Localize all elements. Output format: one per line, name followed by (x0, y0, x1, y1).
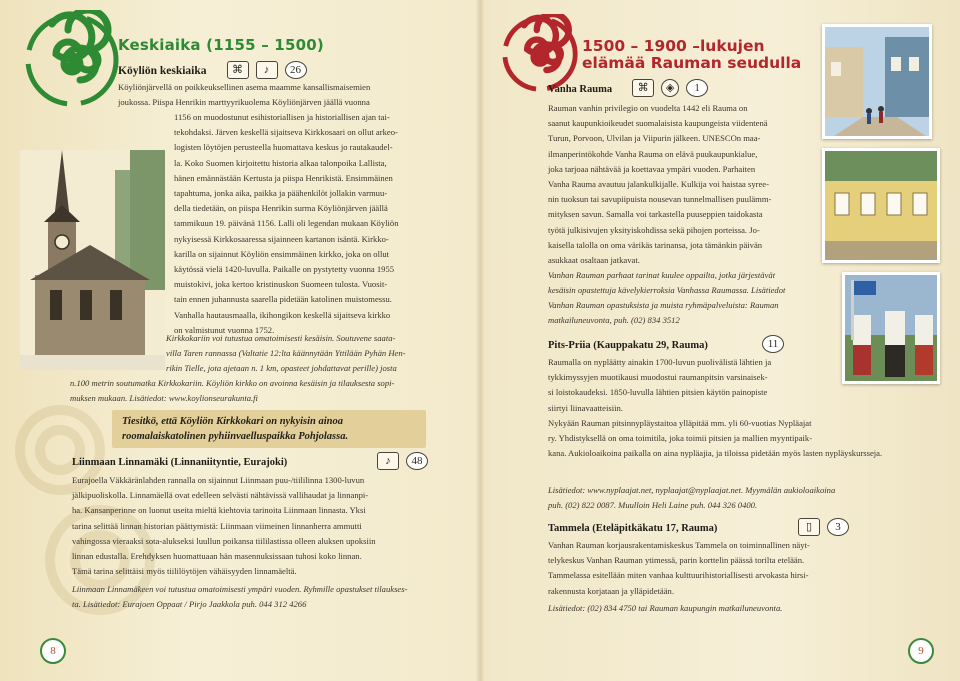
vanha-rauma-line: Turun, Porvoon, Ulvilan ja Viipurin jälkeen. UNESCOn maa- (548, 133, 761, 144)
vanha-rauma-italic-line: Vanhan Rauman parhaat tarinat kuulee oppailta, jotka järjestävät (548, 270, 776, 280)
koylio-italic-block-2 (70, 376, 426, 406)
pitsi-line: ry. Yhdistyksellä on oma toimitila, joka toimii pitsien ja mallien myyntipaik- (548, 433, 813, 444)
koylio-italic-line: muksen mukaan. Lisätiedot: www.koylionseurakunta.fi (70, 393, 258, 403)
koylio-italic-line: rikin Tielle, jota ajetaan n. 1 km, opasteet johdattavat perille) josta (166, 363, 397, 373)
page-number-right: 9 (908, 638, 934, 664)
green-triskelion-icon (22, 10, 122, 110)
vanha-rauma-italic-line: Vanhan Rauman opastuksista ja muista ryhmäpalveluista: Rauman (548, 300, 779, 310)
vanha-rauma-line: mityksen savun. Samalla voi tarkastella puuseppien taidokasta (548, 209, 763, 220)
liinmaa-line: vahingossa vieraaksi sota-alukseksi luullun poikansa tiililastissa olleen aluksen upoksiin (72, 535, 376, 546)
liinmaa-text-block (72, 473, 428, 579)
pitsi-line: Raumalla on nypläätty ainakin 1700-luvun puolivälistä lähtien ja (548, 357, 772, 367)
pitsi-text-block-2 (548, 416, 944, 462)
vanha-rauma-italic-block (548, 268, 818, 328)
door-icon: ▯ (798, 518, 820, 536)
liinmaa-line: linnan edustalla. Erehdyksen huomattuaan hän masennuksissaan tuhosi koko linnan. (72, 551, 362, 562)
koylio-text-block-2 (174, 110, 424, 338)
liinmaa-line: ha. Kansanperinne on luonut useita mieltä kiehtovia tarinoita Liinmaan linnasta. Yksi (72, 505, 366, 516)
section-title-line: 1500 – 1900 –lukujen (582, 37, 765, 55)
koylio-church-photo (20, 150, 165, 370)
music-icon: ♪ (377, 452, 399, 470)
book-spine (476, 0, 484, 681)
pitsi-line: kana. Aukioloaikoina paikalla on aina nypläajia, ja tiloissa pidetään myös lasten nypläyskursseja. (548, 448, 883, 459)
vanha-rauma-line: työtä julkisivujen yksityiskohdissa sekä pihojen porteissa. Jo- (548, 224, 760, 235)
koylio-line: käytössä vielä 1420-luvulla. Paikalle on pystytetty vuonna 1955 (174, 264, 395, 275)
tammela-line: Tammelassa esitellään miten vanhaa kulttuurihistoriallisesti arvokasta hirsi- (548, 570, 809, 581)
tammela-italic-line: Lisätiedot: (02) 834 4750 tai Rauman kaupungin matkailuneuvonta. (548, 603, 783, 613)
pitsi-italic-line: puh. (02) 822 0087. Muulloin Heli Laine puh. 044 326 0400. (548, 500, 758, 510)
koylio-italic-block (166, 331, 424, 376)
location-number-1: 1 (686, 79, 708, 97)
liinmaa-line: jälkipuoliskolla. Linnamäellä ovat edelleen selvästi nähtävissä vallihaudat ja linnanpi- (72, 490, 369, 501)
pitsi-line: siirtyi liinavaatteisiin. (548, 402, 623, 413)
pitsi-text-block (548, 355, 818, 416)
koylio-line: la. Koko Suomen kirjoitettu historia alkaa talonpoika Lallista, (174, 157, 387, 168)
koylio-heading: Köyliön keskiaika (118, 65, 207, 77)
koylio-line: tain ennen juhannusta saarella pidetään katolinen muistomessu. (174, 294, 392, 305)
koylio-italic-line: n.100 metrin soutumatka Kirkkokariin. Köyliön kirkko on avoinna kesäisin ja tilauksesta sopi- (70, 378, 395, 388)
street-illustration (825, 27, 932, 139)
house-illustration (825, 151, 940, 263)
vanha-rauma-line: Rauman vanhin privilegio on vuodelta 1442 eli Rauma on (548, 103, 748, 113)
vanha-rauma-line: Vanha Rauma avautuu jalankulkijalle. Kulkija voi haistaa syree- (548, 179, 769, 190)
did-you-know-line: roomalaiskatolinen pyhiinvaelluspaikka Pohjolassa. (122, 431, 349, 442)
koylio-line: tammikuun 19. päivänä 1156. Lalli oli legendan mukaan Köyliön (174, 218, 399, 229)
vanha-rauma-line: kaisella talolla on oma värikäs tarinansa, jota tämänkin päivän (548, 239, 763, 250)
liinmaa-line: Eurajoella Väkkäränlahden rannalla on sijainnut Liinmaan puu-/tiililinna 1300-luvun (72, 475, 365, 485)
tammela-heading-row (548, 518, 858, 538)
koylio-line: joukossa. Piispa Henrikin marttyyrikuolema Köyliönjärven jäällä vuonna (118, 97, 370, 108)
koylio-italic-line: villa Taren rannassa (Valtatie 12:lta käännytään Yttilään Pyhän Hen- (166, 348, 406, 358)
tammela-line: Vanhan Rauman korjausrakentamiskeskus Tammela on toiminnallinen näyt- (548, 540, 810, 550)
vanha-rauma-line: ilmanperintökohde Vanha Rauma on elävä puukaupunkialue, (548, 148, 758, 159)
liinmaa-italic-line: Liinmaan Linnamäkeen voi tutustua omatoimisesti ympäri vuoden. Ryhmille opastukset tilaukses- (72, 584, 408, 594)
tammela-italic-block (548, 601, 944, 616)
vanha-rauma-italic-line: kesäisin opastettuja kävelykierroksia Vanhassa Raumassa. Lisätiedot (548, 285, 786, 295)
koylio-line: Vanhalla hautausmaalla, ikihongikon keskellä sijaitseva kirkko (174, 309, 391, 320)
koylio-line: on valmistunut vuonna 1752. (174, 324, 275, 335)
koylio-line: muistokivi, joka kertoo kristinuskon Suomeen tulosta. Vuosit- (174, 279, 388, 290)
page-number-left: 8 (40, 638, 66, 664)
koylio-heading-row (118, 61, 378, 81)
liinmaa-line: Tämä tarina selittäisi myös tiililöytöjen vähäisyyden linnamäeltä. (72, 566, 297, 577)
section-title-rauma (582, 38, 801, 72)
right-page (480, 0, 960, 681)
vanha-rauma-heading: Vanha Rauma (548, 84, 613, 95)
vanha-rauma-line: asukkaat osaltaan jatkavat. (548, 255, 640, 266)
koylio-line: logisten löytöjen perusteella huomattava keskus jo rautakaudel- (174, 142, 393, 153)
vanha-rauma-italic-line: matkailuneuvonta, puh. (02) 834 3512 (548, 315, 680, 325)
koylio-line: 1156 on muodostunut esihistoriallisen ja historiallisen ajan tai- (174, 112, 390, 122)
koylio-line: tapahtuma, jonka aika, paikka ja päähenkilöt jollakin varmuu- (174, 188, 388, 199)
pitsi-line: Nykyään Rauman pitsinnypläystaitoa ylläpitää mm. yli 60-vuotias Nypläajat (548, 418, 812, 428)
koylio-line: nykyisessä Kirkkosaaressa sijainneen kartanon isäntä. Kirkko- (174, 233, 389, 244)
koylio-line: karilla on sijainnut Köyliön ensimmäinen kirkko, joka on ollut (174, 248, 390, 259)
old-rauma-street-photo (822, 24, 932, 139)
location-number-26: 26 (285, 61, 307, 79)
tammela-line: telykeskus Vanhan Rauman ytimessä, parin korttelin päässä torilta etelään. (548, 555, 805, 566)
koylio-line: tekohdaksi. Järven keskellä sijaitseva Kirkkosaari on ollut arkeo- (174, 127, 398, 138)
location-number-11: 11 (762, 335, 784, 353)
hands-icon: ⌘ (632, 79, 654, 97)
koylio-text-block (118, 80, 424, 110)
tammela-heading: Tammela (Eteläpitkäkatu 17, Rauma) (548, 523, 718, 534)
pitsi-line: tykkimyssyjen muotikausi muodostui raumanpitsin varsinaisek- (548, 372, 768, 383)
tammela-line: rakennusta korjataan ja ylläpidetään. (548, 585, 674, 596)
vanha-rauma-line: joka tarjoaa nähtävää ja koettavaa ympäri vuoden. Parhaiten (548, 163, 756, 174)
location-number-48: 48 (406, 452, 428, 470)
vanha-rauma-line: saanut kaupunkioikeudet suomalaisista kaupungeista viidentenä (548, 118, 768, 129)
hands-icon: ⌘ (227, 61, 249, 79)
liinmaa-heading: Liinmaan Linnamäki (Linnaniityntie, Eurajoki) (72, 457, 288, 468)
liinmaa-italic-line: ta. Lisätiedot: Eurajoen Oppaat / Pirjo Jaakkola puh. 044 312 4266 (72, 599, 307, 609)
did-you-know-line: Tiesitkö, että Köyliön Kirkkokari on nykyisin ainoa (122, 416, 344, 427)
music-icon: ♪ (256, 61, 278, 79)
pitsi-heading-row (548, 335, 848, 355)
koylio-line: hänen emännästään Kertusta ja piispa Henrikistä. Ensimmäinen (174, 172, 393, 183)
pitsi-italic-block (548, 483, 944, 513)
folk-costume-photo (842, 272, 940, 384)
vanha-rauma-heading-row (548, 79, 808, 99)
costume-illustration (845, 275, 940, 384)
koylio-line: della tiedetään, on piispa Henrikin surma Köyliönjärven jäällä (174, 203, 388, 214)
pitsi-line: si loistokaudeksi. 1850-luvulla lähtien pitsien käytön painopiste (548, 387, 768, 398)
church-illustration (20, 150, 165, 370)
liinmaa-heading-row (72, 452, 428, 472)
vanha-rauma-line: nin tuoksun tai savupiipuista nousevan tunnelmallisen puulämm- (548, 194, 772, 205)
pitsi-heading: Pits-Priia (Kauppakatu 29, Rauma) (548, 340, 708, 351)
koylio-line: Köyliönjärvellä on poikkeuksellinen asema maamme kansallismaisemien (118, 82, 371, 92)
koylio-italic-line: Kirkkokariin voi tutustua omatoimisesti kesäisin. Soutuvene saata- (166, 333, 396, 343)
liinmaa-line: tarina selittää linnan historian päättymistä: Liinmaan viimeinen linnanherra ammutti (72, 520, 362, 531)
tammela-text-block (548, 538, 944, 599)
section-title-keskiaika: Keskiaika (1155 – 1500) (118, 36, 324, 54)
section-title-line: elämää Rauman seudulla (582, 54, 802, 72)
liinmaa-italic-block (72, 582, 428, 612)
vanha-rauma-text-block (548, 101, 818, 268)
wooden-house-photo (822, 148, 940, 263)
did-you-know-box (112, 410, 426, 448)
location-number-3: 3 (827, 518, 849, 536)
unesco-icon: ◈ (661, 79, 679, 97)
pitsi-italic-line: Lisätiedot: www.nyplaajat.net, nyplaajat@nyplaajat.net. Myymälän aukioloaikoina (548, 485, 836, 495)
